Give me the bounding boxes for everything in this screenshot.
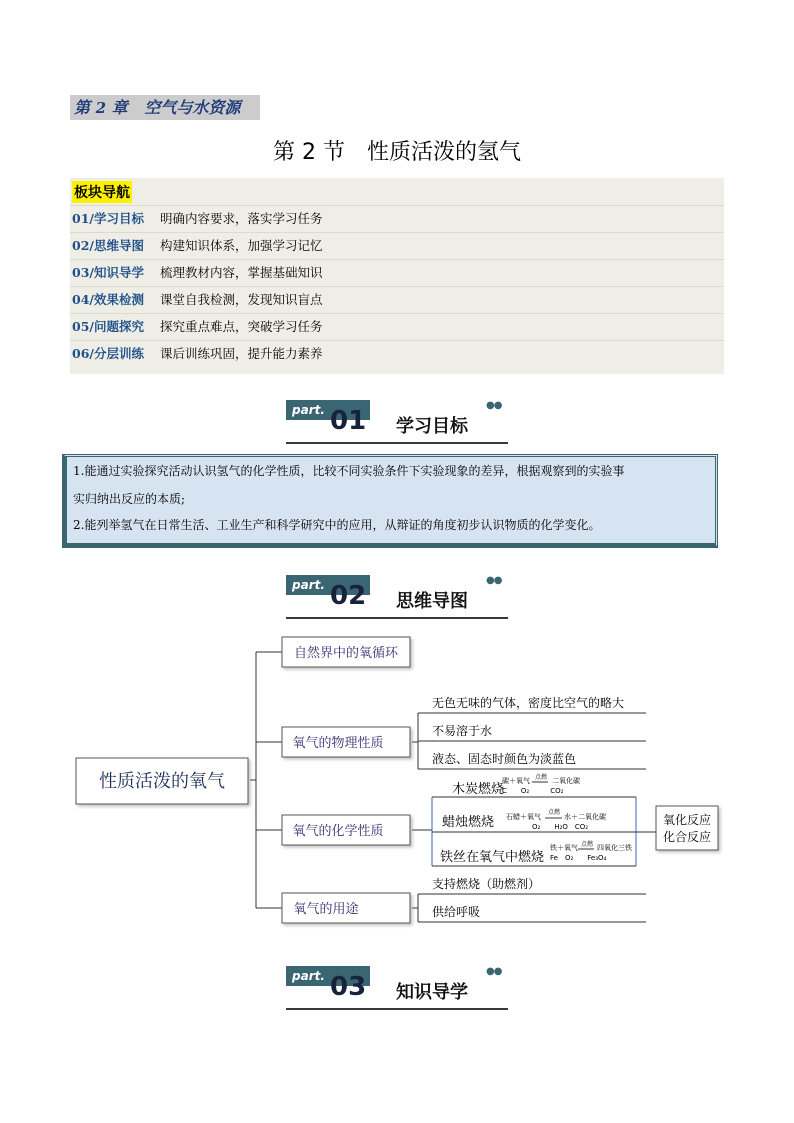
equation-rhs: 四氧化三铁 [597, 844, 632, 852]
nav-desc: 课后训练巩固，提升能力素养 [160, 346, 323, 361]
part-number: 02 [330, 581, 367, 611]
equation-symbols: C O₂ CO₂ [502, 787, 564, 795]
droplet-icon: ●● [486, 966, 502, 977]
use-item: 供给呼吸 [432, 905, 481, 919]
branch-label: 自然界中的氧循环 [293, 646, 399, 661]
chemical-item: 蜡烛燃烧 [442, 815, 495, 830]
reaction-type: 化合反应 [662, 830, 712, 844]
physical-item: 不易溶于水 [432, 724, 493, 738]
goal-line: 实归纳出反应的本质; [73, 492, 186, 506]
chapter-title: 空气与水资源 [144, 98, 241, 117]
part-title: 学习目标 [396, 416, 468, 437]
reaction-type: 氧化反应 [662, 813, 712, 827]
nav-desc: 明确内容要求，落实学习任务 [160, 211, 323, 226]
part-03-heading [286, 966, 508, 1010]
equation-lhs: 碳＋氧气 [502, 777, 530, 785]
equation-lhs: 铁＋氧气 [550, 844, 578, 852]
equation-condition: 点燃 [581, 841, 594, 848]
equation-condition: 点燃 [535, 774, 548, 781]
branch-cycle [282, 637, 410, 667]
droplet-icon: ●● [486, 575, 502, 586]
equation-rhs: 二氧化碳 [552, 777, 580, 785]
chemical-item: 木炭燃烧 [452, 782, 505, 797]
nav-desc: 课堂自我检测，发现知识盲点 [160, 292, 323, 307]
goal-line: 1.能通过实验探究活动认识氢气的化学性质，比较不同实验条件下实验现象的差异，根据观察到的实验事 [73, 464, 625, 478]
section-title: 第 2 节 性质活泼的氢气 [273, 140, 521, 165]
root-label: 性质活泼的氧气 [99, 771, 225, 792]
equation-charcoal [502, 773, 580, 795]
part-underline [286, 1008, 508, 1010]
nav-desc: 梳理教材内容，掌握基础知识 [160, 265, 323, 280]
droplet-icon: ●● [486, 400, 502, 411]
part-tag: part. [286, 575, 370, 595]
part-tag: part. [286, 966, 370, 986]
nav-code: 04/效果检测 [72, 292, 144, 307]
branch-physical [282, 727, 410, 757]
nav-code: 02/思维导图 [72, 238, 144, 253]
equation-rhs: 水＋二氧化碳 [564, 813, 606, 821]
nav-code: 01/学习目标 [72, 211, 144, 226]
part-tag: part. [286, 400, 370, 420]
nav-code: 06/分层训练 [72, 346, 144, 361]
mind-map-root [76, 758, 248, 804]
equation-candle [506, 808, 606, 831]
nav-desc: 构建知识体系，加强学习记忆 [160, 238, 323, 253]
reaction-type-box [656, 806, 718, 850]
part-number: 01 [330, 406, 367, 436]
chapter-prefix: 第 [74, 98, 91, 117]
branch-label: 氧气的物理性质 [292, 736, 384, 751]
equation-condition: 点燃 [548, 809, 561, 816]
navigation-title: 板块导航 [72, 181, 132, 203]
branch-chemical [282, 815, 410, 845]
physical-item: 液态、固态时颜色为淡蓝色 [432, 752, 577, 766]
goal-line: 2.能列举氢气在日常生活、工业生产和科学研究中的应用，从辩证的角度初步认识物质的化学变化。 [73, 518, 601, 532]
nav-code: 03/知识导学 [72, 265, 144, 280]
chapter-suffix: 章 [111, 98, 128, 117]
nav-code: 05/问题探究 [72, 319, 144, 334]
equation-symbols: O₂ H₂O CO₂ [532, 823, 589, 831]
part-title: 知识导学 [396, 982, 468, 1003]
chapter-number: 2 [95, 99, 107, 117]
branch-label: 氧气的用途 [293, 902, 359, 917]
chemical-item: 铁丝在氧气中燃烧 [440, 850, 545, 865]
nav-desc: 探究重点难点，突破学习任务 [160, 319, 323, 334]
branch-label: 氧气的化学性质 [292, 824, 384, 839]
physical-item: 无色无味的气体，密度比空气的略大 [432, 696, 625, 710]
branch-uses [282, 893, 410, 923]
equation-iron [550, 840, 632, 862]
equation-symbols: Fe O₂ Fe₃O₄ [550, 854, 607, 862]
use-item: 支持燃烧（助燃剂） [432, 877, 541, 891]
equation-lhs: 石蜡＋氧气 [506, 813, 541, 821]
part-number: 03 [330, 972, 367, 1002]
part-title: 思维导图 [396, 591, 468, 612]
